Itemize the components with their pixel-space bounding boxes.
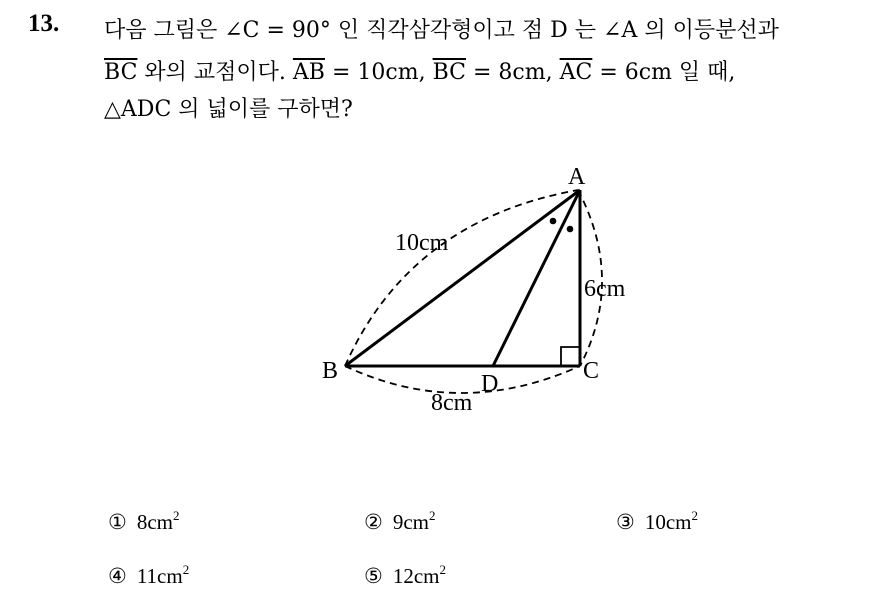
question-number: 13. [28, 10, 60, 37]
choice-marker: ① [108, 510, 127, 534]
segment-bc-2: $\overline{BC}$ [432, 60, 466, 85]
segment-ab: $\overline{AB}$ [292, 60, 325, 85]
choice-value: 11cm [136, 564, 183, 588]
segment-ac: $\overline{AC}$ [559, 60, 593, 85]
label-d: D [481, 371, 499, 397]
label-ac-length: 6cm [584, 276, 626, 302]
choice-1[interactable] [108, 510, 179, 535]
choice-value: 8cm [136, 510, 173, 534]
choice-marker: ④ [108, 564, 127, 588]
angle-dot-2 [567, 226, 574, 233]
label-b: B [322, 358, 339, 384]
choice-exponent: 2 [428, 508, 436, 523]
label-bc-length: 8cm [431, 390, 473, 416]
bisector-ad [493, 190, 580, 366]
text-fragment: = 6cm 일 때, [592, 60, 736, 85]
question-text-line-1: 다음 그림은 ∠C = 90° 인 직각삼각형이고 점 D 는 ∠A 의 이등분선과 [104, 18, 779, 43]
choice-value: 9cm [392, 510, 429, 534]
text-fragment: = 8cm, [466, 60, 560, 85]
choice-2[interactable] [364, 510, 435, 535]
text-fragment: = 10cm, [324, 60, 433, 85]
arc-bc [345, 366, 580, 393]
text-fragment: 와의 교점이다. [137, 60, 293, 85]
choice-value: 10cm [644, 510, 692, 534]
segment-bc: $\overline{BC}$ [104, 60, 138, 85]
choice-3[interactable] [616, 510, 698, 535]
right-angle-mark [561, 347, 580, 366]
label-ab-length: 10cm [395, 230, 449, 256]
choice-5[interactable] [364, 564, 446, 589]
question-text-line-3: △ADC 의 넓이를 구하면? [104, 97, 353, 122]
choice-value: 12cm [392, 564, 440, 588]
choice-marker: ③ [616, 510, 635, 534]
label-c: C [583, 358, 600, 384]
choice-exponent: 2 [182, 562, 190, 577]
choice-4[interactable] [108, 564, 189, 589]
angle-dot-1 [550, 218, 557, 225]
side-ab [345, 190, 580, 366]
choice-marker: ⑤ [364, 564, 383, 588]
label-a: A [568, 164, 586, 190]
choice-marker: ② [364, 510, 383, 534]
choice-exponent: 2 [691, 508, 698, 523]
choice-exponent: 2 [172, 508, 180, 523]
choice-exponent: 2 [439, 562, 446, 577]
